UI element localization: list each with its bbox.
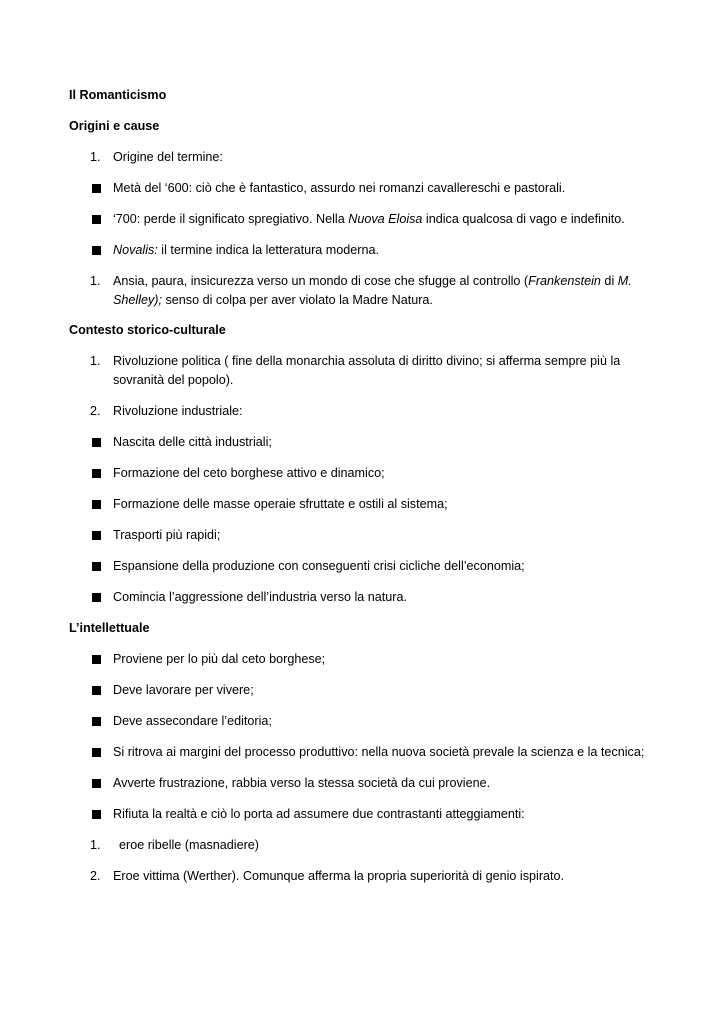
list-item-text: Formazione del ceto borghese attivo e dinamico; <box>113 466 385 480</box>
section-heading-origini: Origini e cause <box>69 119 160 133</box>
square-bullet-icon <box>92 686 101 695</box>
list-item-text: Comincia l’aggressione dell’industria verso la natura. <box>113 590 408 604</box>
italic-title: Nuova Eloisa <box>348 212 423 226</box>
list-item-text: Nascita delle città industriali; <box>113 435 272 449</box>
square-bullet-icon <box>92 184 101 193</box>
list-number: 2. <box>90 404 101 418</box>
square-bullet-icon <box>92 655 101 664</box>
square-bullet-icon <box>92 500 101 509</box>
square-bullet-icon <box>92 717 101 726</box>
square-bullet-icon <box>92 469 101 478</box>
list-item-text: ‘700: perde il significato spregiativo. Nella Nuova Eloisa indica qualcosa di vago e indefinito. <box>113 212 625 226</box>
list-item-text: Deve assecondare l’editoria; <box>113 714 272 728</box>
list-item-text: Rifiuta la realtà e ciò lo porta ad assumere due contrastanti atteggiamenti: <box>113 807 525 821</box>
square-bullet-icon <box>92 748 101 757</box>
square-bullet-icon <box>92 531 101 540</box>
list-item-text: Formazione delle masse operaie sfruttate e ostili al sistema; <box>113 497 448 511</box>
list-number: 1. <box>90 150 101 164</box>
list-item-text: Rivoluzione politica ( fine della monarchia assoluta di diritto divino; si afferma sempre più la sovranità del popolo). <box>113 354 621 387</box>
list-item-text: Proviene per lo più dal ceto borghese; <box>113 652 326 666</box>
square-bullet-icon <box>92 215 101 224</box>
list-item-text: Ansia, paura, insicurezza verso un mondo di cose che sfugge al controllo (Frankenstein di M. Shelley); senso di colpa per aver violato la Madre Natura. <box>113 274 632 307</box>
list-item-text: Trasporti più rapidi; <box>113 528 221 542</box>
square-bullet-icon <box>92 593 101 602</box>
section-heading-contesto: Contesto storico-culturale <box>69 323 226 337</box>
section-heading-intellettuale: L’intellettuale <box>69 621 150 635</box>
list-item-text: eroe ribelle (masnadiere) <box>119 838 259 852</box>
italic-name: Novalis: <box>113 243 158 257</box>
list-number: 1. <box>90 838 101 852</box>
list-item-text: Rivoluzione industriale: <box>113 404 243 418</box>
document-title: Il Romanticismo <box>69 88 167 102</box>
list-item-text: Espansione della produzione con conseguenti crisi cicliche dell’economia; <box>113 559 525 573</box>
list-number: 1. <box>90 354 101 368</box>
list-item-text: Si ritrova ai margini del processo produttivo: nella nuova società prevale la scienza e la tecnica; <box>113 745 645 759</box>
square-bullet-icon <box>92 562 101 571</box>
square-bullet-icon <box>92 246 101 255</box>
square-bullet-icon <box>92 779 101 788</box>
square-bullet-icon <box>92 810 101 819</box>
list-item-text: Metà del ‘600: ciò che è fantastico, assurdo nei romanzi cavallereschi e pastorali. <box>113 181 566 195</box>
list-item-text: Eroe vittima (Werther). Comunque afferma la propria superiorità di genio ispirato. <box>113 869 565 883</box>
list-item-text: Avverte frustrazione, rabbia verso la stessa società da cui proviene. <box>113 776 491 790</box>
square-bullet-icon <box>92 438 101 447</box>
list-item-text: Origine del termine: <box>113 150 223 164</box>
list-number: 2. <box>90 869 101 883</box>
list-item-text: Novalis: il termine indica la letteratura moderna. <box>113 243 379 257</box>
list-item-text: Deve lavorare per vivere; <box>113 683 254 697</box>
list-number: 1. <box>90 274 101 288</box>
